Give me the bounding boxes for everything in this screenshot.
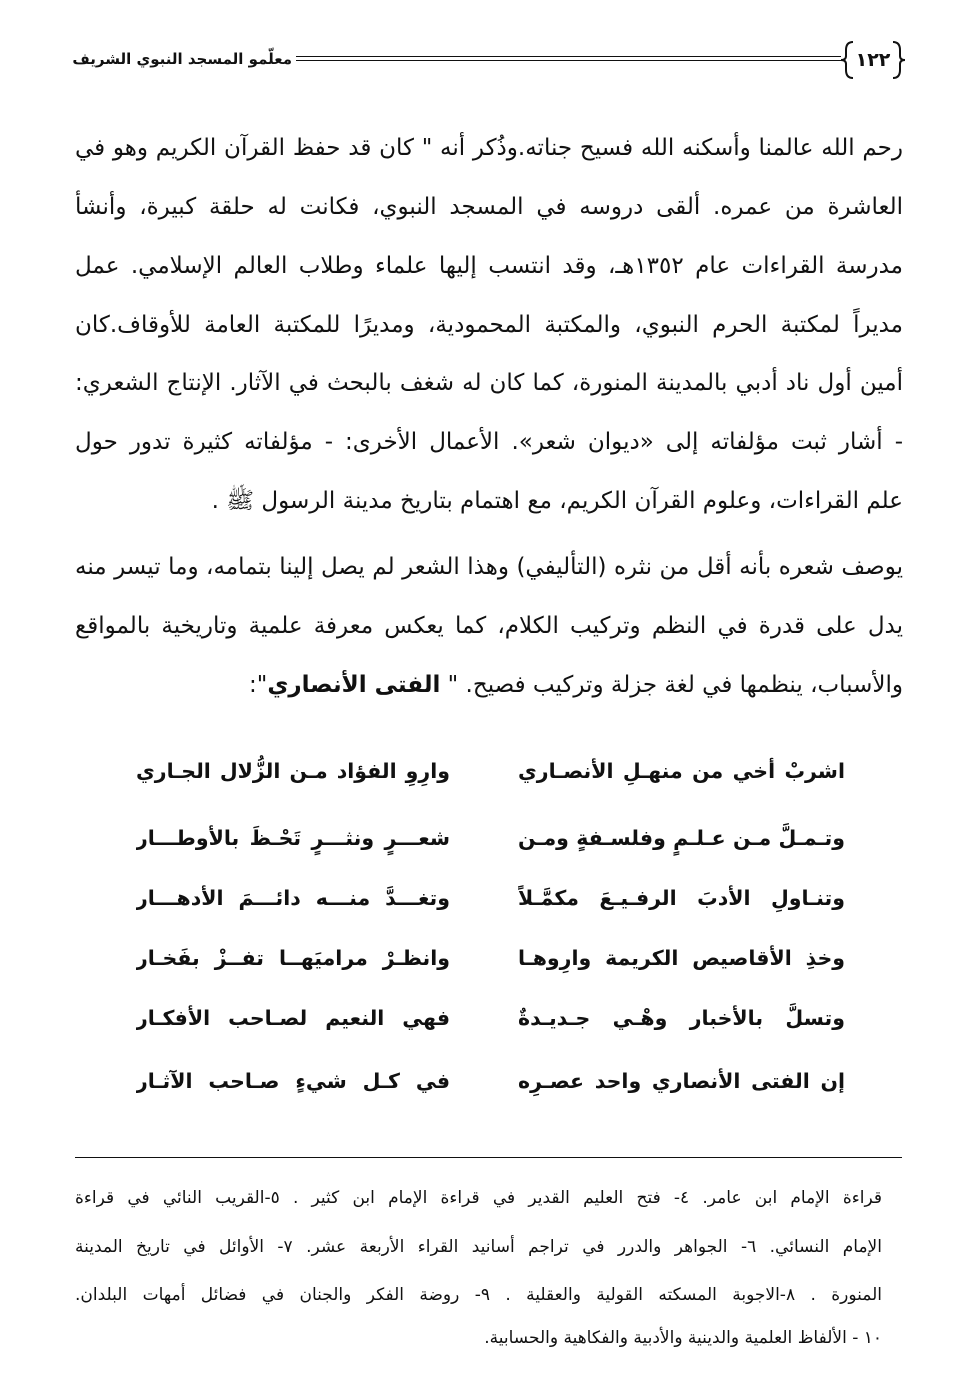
poem-verse-first-hemistich: وتـمـلَّ مـن عـلـمٍ وفلسـفةٍ ومـن	[518, 826, 845, 850]
body-line: يدل على قدرة في النظم وتركيب الكلام، كما يعكس معرفة علمية وتاريخية بالمواقع	[75, 613, 903, 639]
poem-verse-first-hemistich: وتسلَّ بالأخبار وهْـي جـديـدةٌ	[518, 1006, 845, 1030]
body-line: مديراً لمكتبة الحرم النبوي، والمكتبة المحمودية، ومديرًا للمكتبة العامة للأوقاف.كان	[75, 312, 903, 338]
running-title: معلّمو المسجد النبوي الشريف	[72, 50, 292, 68]
body-line: يوصف شعره بأنه أقل من نثره (التأليفي) وهذا الشعر لم يصل إلينا بتمامه، وما تيسر منه	[75, 554, 903, 580]
body-line: رحم الله عالمنا وأسكنه الله فسيح جناته.وذُكر أنه " كان قد حفظ القرآن الكريم وهو في	[75, 135, 903, 161]
body-line: - أشار ثبت مؤلفاته إلى «ديوان شعر». الأعمال الأخرى: - مؤلفاته كثيرة تدور حول	[75, 429, 903, 455]
page-number-left-brace	[841, 42, 853, 78]
page-number: ١٢٢	[855, 49, 891, 71]
body-line: أمين أول ناد أدبي بالمدينة المنورة، كما كان له شغف بالبحث في الآثار. الإنتاج الشعري:	[75, 370, 903, 396]
poem-verse-second-hemistich: شعـــرٍ ونثـــرٍ تَحْـظَ بالأوطـــار	[136, 826, 450, 850]
poem-title: الفتى الأنصاري	[267, 672, 441, 698]
poem-verse-second-hemistich: وارِوِ الفؤاد مـن الزُّلال الجـاري	[136, 759, 450, 783]
poem-verse-first-hemistich: وخذِ الأقاصيص الكريمة وارِوهـا	[518, 946, 845, 970]
footnote-line-end: ١٠ - الألفاظ العلمية والدينية والأدبية والفكاهية والحسابية.	[484, 1328, 882, 1348]
footnote-line: المنورة . ٨-الاجوبة المسكته القولية والعقلية . ٩- روضة الفكر والجنان في فضائل أمهات البلدان.	[75, 1285, 882, 1305]
header-double-rule	[296, 56, 841, 61]
footnote-separator	[75, 1157, 902, 1158]
body-line: العاشرة من عمره. ألقى دروسه في المسجد النبوي، فكانت له حلقة كبيرة، وأنشأ	[75, 194, 903, 220]
poem-intro-closing: ":	[249, 672, 268, 698]
poem-verse-first-hemistich: اشربْ أخي من منهـلِ الأنصـاري	[518, 759, 845, 783]
footnote-line: الإمام النسائي. ٦- الجواهر والدرر في تراجم أسانيد القراء الأربعة عشر. ٧- الأوائل في تاريخ المدينة	[75, 1237, 882, 1257]
poem-verse-second-hemistich: وانظـرْ مراميَهــا تفــزْ بفَخـار	[136, 946, 450, 970]
footnote-line: قراءة الإمام ابن عامر. ٤- فتح العليم القدير في قراءة الإمام ابن كثير . ٥-القريب النائي في قراءة	[75, 1188, 882, 1208]
body-line-poem-intro	[75, 660, 903, 710]
poem-verse-first-hemistich: إن الفتى الأنصاري واحد عصـرِه	[518, 1069, 845, 1093]
page-number-right-brace	[893, 42, 905, 78]
poem-intro-text: والأسباب، ينظمها في لغة جزلة وتركيب فصيح. "	[440, 672, 903, 698]
poem-verse-second-hemistich: فهي النعيم لصـاحب الأفكـار	[136, 1006, 450, 1030]
body-line-paragraph-end: علم القراءات، وعلوم القرآن الكريم، مع اهتمام بتاريخ مدينة الرسول ﷺ .	[211, 488, 903, 514]
body-line: مدرسة القراءات عام ١٣٥٢هـ، وقد انتسب إليها علماء وطلاب العالم الإسلامي. عمل	[75, 253, 903, 279]
poem-verse-second-hemistich: وتغـــدَّ منـــه دائـــمَ الأدهـــار	[136, 886, 450, 910]
poem-verse-first-hemistich: وتنـاولِ الأدبَ الرفـيـعَ مكمَّـلاً	[518, 886, 845, 910]
poem-verse-second-hemistich: في كـل شيءٍ صـاحب الآثـار	[136, 1069, 450, 1093]
